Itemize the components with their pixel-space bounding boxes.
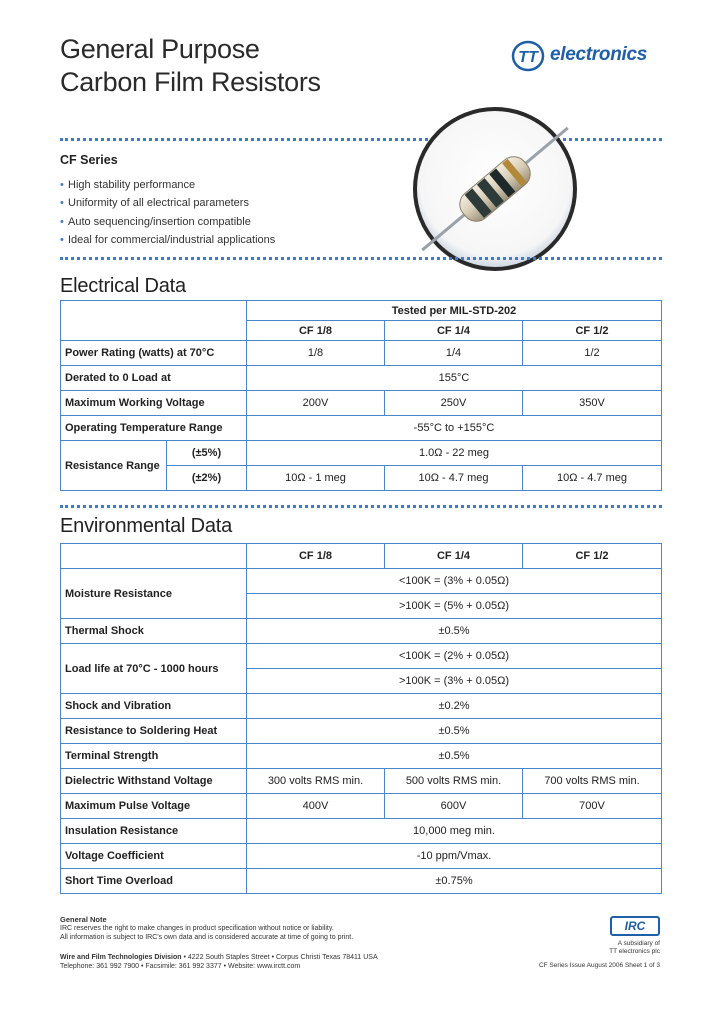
table-cell: 1/4 [385,341,523,366]
table-cell: ±0.5% [247,719,662,744]
row-label: Operating Temperature Range [61,416,247,441]
table-cell: 500 volts RMS min. [385,769,523,794]
title-line-1: General Purpose [60,34,260,64]
column-header: CF 1/2 [523,544,662,569]
table-cell: 600V [385,794,523,819]
table-cell: 350V [523,391,662,416]
subsidiary-line: A subsidiary of [617,940,660,947]
feature-list [60,176,275,249]
row-label: Voltage Coefficient [61,844,247,869]
table-row [61,769,662,794]
table-cell: 10,000 meg min. [247,819,662,844]
general-note-line: All information is subject to IRC's own data and is considered accurate at time of going to print. [60,934,354,941]
row-label: Shock and Vibration [61,694,247,719]
divider-lower [60,505,662,508]
table-cell: 1/2 [523,341,662,366]
general-note-line: IRC reserves the right to make changes in product specification without notice or liability. [60,925,334,932]
table-row [61,569,662,594]
table-cell: 250V [385,391,523,416]
subsidiary-note [590,940,660,956]
environmental-data-title: Environmental Data [60,515,233,537]
tested-header: Tested per MIL-STD-202 [247,301,662,321]
table-row [61,694,662,719]
division-info [60,953,480,971]
table-cell: 300 volts RMS min. [247,769,385,794]
divider-middle [60,257,662,260]
tt-electronics-logo [510,38,670,74]
division-contact: Telephone: 361 992 7900 • Facsimile: 361 992 3377 • Website: www.irctt.com [60,963,301,970]
table-row [61,794,662,819]
series-name: CF Series [60,153,118,167]
title-line-2: Carbon Film Resistors [60,67,321,97]
row-label: Load life at 70°C - 1000 hours [61,644,247,694]
subsidiary-line: TT electronics plc [609,948,660,955]
row-label: Moisture Resistance [61,569,247,619]
table-cell: 200V [247,391,385,416]
table-cell: 10Ω - 4.7 meg [523,466,662,491]
row-label: Dielectric Withstand Voltage [61,769,247,794]
feature-item: • Auto sequencing/insertion compatible [60,213,275,231]
table-row [61,391,662,416]
table-cell: 400V [247,794,385,819]
page-title [60,33,321,99]
row-label: Derated to 0 Load at [61,366,247,391]
table-row [61,644,662,669]
resistor-image [410,104,580,274]
table-row [61,544,662,569]
table-cell: 700V [523,794,662,819]
sheet-info: CF Series Issue August 2006 Sheet 1 of 3 [538,962,660,969]
table-cell: ±0.75% [247,869,662,894]
irc-logo: IRC [610,916,660,936]
tolerance-label: (±5%) [167,441,247,466]
blank-cell [61,301,247,341]
electrical-data-table [60,300,662,491]
row-label: Short Time Overload [61,869,247,894]
row-label: Resistance Range [61,441,167,491]
environmental-data-table [60,543,662,894]
row-label: Terminal Strength [61,744,247,769]
feature-item: • Uniformity of all electrical parameters [60,194,275,212]
table-cell: -55°C to +155°C [247,416,662,441]
column-header: CF 1/4 [385,544,523,569]
table-cell: ±0.2% [247,694,662,719]
table-cell: <100K = (2% + 0.05Ω) [247,644,662,669]
table-cell: 10Ω - 1 meg [247,466,385,491]
table-cell: -10 ppm/Vmax. [247,844,662,869]
feature-item: • High stability performance [60,176,275,194]
column-header: CF 1/4 [385,321,523,341]
table-row [61,441,662,466]
table-row [61,301,662,321]
logo-text: electronics [550,44,648,65]
table-cell: 700 volts RMS min. [523,769,662,794]
tt-logo-icon [510,38,550,74]
table-row [61,416,662,441]
table-cell: 1/8 [247,341,385,366]
row-label: Insulation Resistance [61,819,247,844]
table-cell: 1.0Ω - 22 meg [247,441,662,466]
column-header: CF 1/2 [523,321,662,341]
table-row [61,869,662,894]
table-row [61,341,662,366]
row-label: Maximum Working Voltage [61,391,247,416]
table-cell: ±0.5% [247,744,662,769]
tolerance-label: (±2%) [167,466,247,491]
table-row [61,744,662,769]
table-cell: 155°C [247,366,662,391]
table-row [61,819,662,844]
row-label: Resistance to Soldering Heat [61,719,247,744]
blank-cell [61,544,247,569]
division-title: Wire and Film Technologies Division [60,954,182,961]
row-label: Maximum Pulse Voltage [61,794,247,819]
table-row [61,366,662,391]
row-label: Thermal Shock [61,619,247,644]
table-cell: >100K = (3% + 0.05Ω) [247,669,662,694]
table-row [61,719,662,744]
tt-logo-mark: TT [518,49,538,66]
table-row [61,619,662,644]
row-label: Power Rating (watts) at 70°C [61,341,247,366]
table-cell: 10Ω - 4.7 meg [385,466,523,491]
table-row [61,844,662,869]
table-cell: ±0.5% [247,619,662,644]
general-note [60,915,420,942]
table-cell: <100K = (3% + 0.05Ω) [247,569,662,594]
table-cell: >100K = (5% + 0.05Ω) [247,594,662,619]
column-header: CF 1/8 [247,321,385,341]
feature-item: • Ideal for commercial/industrial applications [60,231,275,249]
column-header: CF 1/8 [247,544,385,569]
electrical-data-title: Electrical Data [60,275,186,297]
division-address: • 4222 South Staples Street • Corpus Christi Texas 78411 USA [183,954,378,961]
general-note-title: General Note [60,915,107,924]
